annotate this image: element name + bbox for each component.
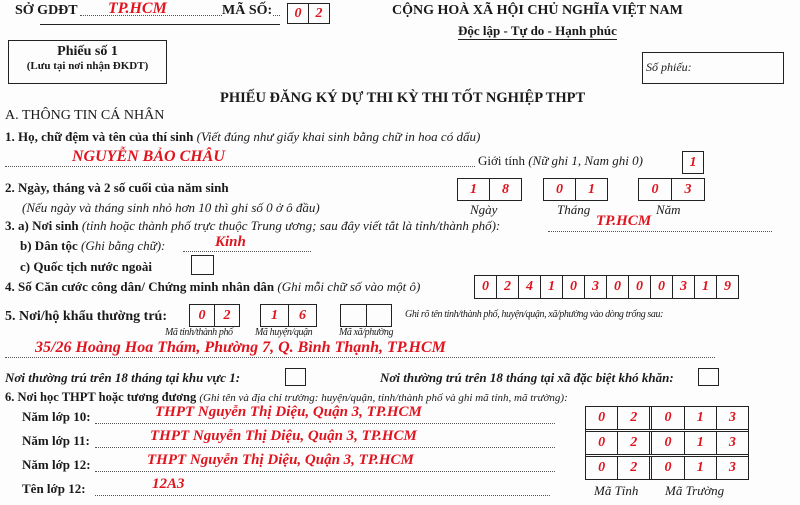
year-label: Năm — [656, 202, 681, 217]
code-digit: 3 — [728, 460, 736, 475]
grade11-school[interactable]: THPT Nguyễn Thị Diệu, Quận 3, TP.HCM — [150, 428, 417, 444]
motto: Độc lập - Tự do - Hạnh phúc — [458, 23, 617, 38]
form-title: PHIẾU ĐĂNG KÝ DỰ THI KỲ THI TỐT NGHIỆP THPT — [220, 90, 586, 106]
q3b-label: b) Dân tộc (Ghi bằng chữ): — [20, 238, 166, 253]
id-digit: 0 — [607, 276, 629, 298]
ma-so-label: MÃ SỐ: — [222, 3, 273, 18]
dbkk-label: Nơi thường trú trên 18 tháng tại xã đặc biệt khó khăn: — [380, 370, 674, 385]
grade11-label: Năm lớp 11: — [22, 433, 90, 448]
fullname-value[interactable]: NGUYỄN BẢO CHÂU — [72, 148, 225, 165]
so-phieu-box[interactable] — [642, 52, 784, 84]
id-digit: 0 — [563, 276, 585, 298]
id-digit: 3 — [585, 276, 607, 298]
class-label: Tên lớp 12: — [22, 481, 86, 496]
phieu-title: Phiếu số 1 — [57, 44, 118, 59]
q3c-label: c) Quốc tịch nước ngoài — [20, 259, 152, 274]
month-boxes[interactable]: 0 1 — [543, 178, 608, 201]
school-code-row — [586, 457, 748, 479]
id-digit: 0 — [475, 276, 497, 298]
code-digit: 3 — [728, 410, 736, 425]
foreign-nationality-checkbox[interactable] — [191, 255, 214, 275]
digit: 0 — [288, 4, 309, 23]
code-digit: 1 — [685, 457, 717, 479]
district-code-boxes[interactable]: 1 6 — [260, 304, 317, 327]
province-code-label: Mã tỉnh/thành phố — [165, 327, 233, 338]
so-phieu-label: Số phiếu: — [646, 60, 692, 74]
code-digit: 2 — [618, 457, 652, 479]
school-code-row — [586, 407, 748, 432]
q5-label: 5. Nơi/hộ khẩu thường trú: — [5, 309, 167, 324]
q2-hint: (Nếu ngày và tháng sinh nhỏ hơn 10 thì ghi số 0 ở ô đầu) — [22, 200, 320, 215]
kv1-label: Nơi thường trú trên 18 tháng tại khu vực 1: — [5, 370, 241, 385]
ma-truong-label: Mã Trường — [665, 483, 725, 498]
id-digit: 0 — [651, 276, 673, 298]
id-digit: 0 — [629, 276, 651, 298]
section-a-heading: A. THÔNG TIN CÁ NHÂN — [5, 108, 165, 123]
school-code-table[interactable] — [585, 406, 749, 480]
class-value[interactable]: 12A3 — [152, 476, 185, 492]
gender-box[interactable]: 1 — [682, 151, 704, 174]
id-digit: 1 — [541, 276, 563, 298]
province-code-boxes[interactable]: 0 2 — [189, 304, 240, 327]
id-digit: 3 — [673, 276, 695, 298]
ward-code-label: Mã xã/phường — [339, 327, 394, 338]
divider — [40, 24, 280, 25]
phieu-sub: (Lưu tại nơi nhận ĐKDT) — [26, 60, 149, 72]
day-boxes[interactable]: 1 8 — [457, 178, 522, 201]
phieu-so-box — [8, 40, 167, 84]
q5-note: Ghi rõ tên tỉnh/thành phố, huyện/quận, xã/phường vào dòng trống sau: — [405, 309, 664, 320]
code-digit: 0 — [586, 407, 618, 429]
code-digit: 0 — [652, 432, 684, 454]
digit: 2 — [315, 5, 323, 21]
q3a-label: 3. a) Nơi sinh (tỉnh hoặc thành phố trực thuộc Trung ương; sau đây viết tắt là tỉnh/thành phố): — [5, 218, 501, 233]
id-digit: 1 — [695, 276, 717, 298]
ethnicity-value[interactable]: Kinh — [215, 234, 246, 250]
ma-so-boxes[interactable] — [287, 3, 330, 24]
code-digit: 2 — [618, 432, 652, 454]
kv1-checkbox[interactable] — [285, 368, 306, 386]
dbkk-checkbox[interactable] — [698, 368, 719, 386]
month-label: Tháng — [557, 202, 591, 217]
id-digit: 4 — [519, 276, 541, 298]
year-boxes[interactable]: 0 3 — [638, 178, 705, 201]
id-number-boxes[interactable] — [474, 275, 739, 299]
address-value[interactable]: 35/26 Hoàng Hoa Thám, Phường 7, Q. Bình Thạnh, TP.HCM — [35, 339, 446, 356]
code-digit: 1 — [685, 407, 717, 429]
q2-label: 2. Ngày, tháng và 2 số cuối của năm sinh — [5, 180, 229, 195]
district-code-label: Mã huyện/quận — [255, 327, 313, 338]
id-digit: 2 — [497, 276, 519, 298]
country-name: CỘNG HOÀ XÃ HỘI CHỦ NGHĨA VIỆT NAM — [392, 3, 683, 18]
grade10-school[interactable]: THPT Nguyễn Thị Diệu, Quận 3, TP.HCM — [155, 404, 422, 420]
code-digit: 0 — [586, 432, 618, 454]
q4-label: 4. Số Căn cước công dân/ Chứng minh nhân dân (Ghi mỗi chữ số vào một ô) — [5, 279, 421, 294]
gender-label: Giới tính (Nữ ghi 1, Nam ghi 0) — [478, 153, 643, 168]
grade12-school[interactable]: THPT Nguyễn Thị Diệu, Quận 3, TP.HCM — [147, 452, 414, 468]
code-digit: 0 — [652, 407, 684, 429]
q6-label: 6. Nơi học THPT hoặc tương đương (Ghi tên và địa chỉ trường: huyện/quận, tỉnh/thành phố và ghi mã tỉnh, mã trường): — [5, 390, 568, 404]
day-label: Ngày — [470, 202, 498, 217]
ward-code-boxes[interactable] — [340, 304, 392, 327]
q1-label: 1. Họ, chữ đệm và tên của thí sinh (Viết đúng như giấy khai sinh bằng chữ in hoa có dấu) — [5, 129, 481, 144]
code-digit: 1 — [685, 432, 717, 454]
code-digit: 0 — [652, 457, 684, 479]
grade10-label: Năm lớp 10: — [22, 409, 91, 424]
grade12-label: Năm lớp 12: — [22, 457, 91, 472]
code-digit: 3 — [728, 435, 736, 450]
so-gddt-label: SỞ GDĐT — [15, 3, 78, 18]
school-code-row — [586, 432, 748, 457]
code-digit: 2 — [618, 407, 652, 429]
id-digit: 9 — [724, 279, 731, 294]
birthplace-value[interactable]: TP.HCM — [596, 213, 652, 229]
code-digit: 0 — [586, 457, 618, 479]
ma-tinh-label: Mã Tỉnh — [594, 483, 639, 498]
so-gddt-value[interactable]: TP.HCM — [108, 0, 167, 17]
